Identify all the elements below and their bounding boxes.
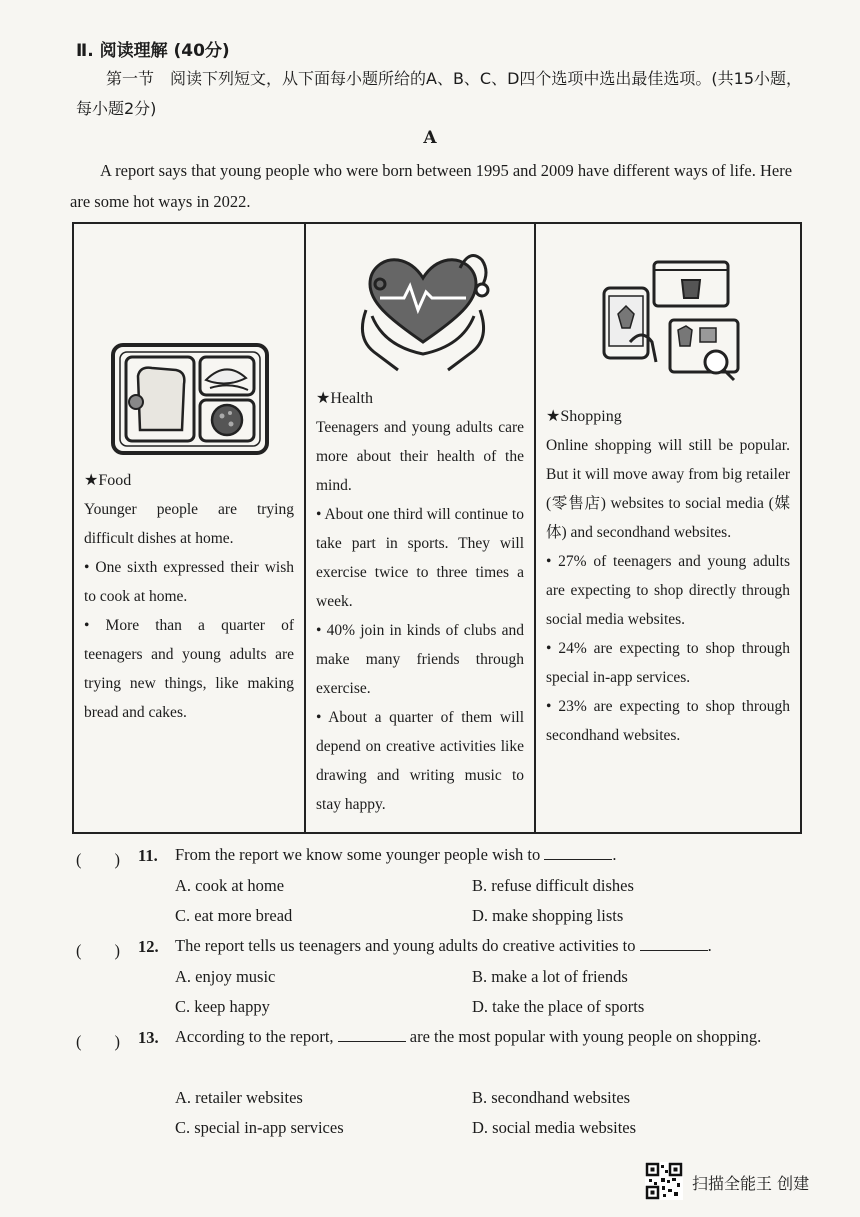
answer-paren[interactable]: ( ) bbox=[76, 941, 120, 960]
option-a[interactable]: A. retailer websites bbox=[175, 1088, 303, 1107]
option-a[interactable]: A. cook at home bbox=[175, 876, 285, 895]
question-number: 13. bbox=[138, 1028, 159, 1047]
answer-paren[interactable]: ( ) bbox=[76, 850, 120, 869]
option-a[interactable]: A. enjoy music bbox=[175, 967, 276, 986]
shopping-line: • 23% are expecting to shop through secondhand websites. bbox=[546, 698, 790, 744]
health-heading: ★Health bbox=[316, 390, 373, 407]
health-line: Teenagers and young adults care more about their health of the mind. bbox=[316, 419, 524, 494]
shopping-column bbox=[536, 224, 800, 832]
stem-after: are the most popular with young people on shopping. bbox=[409, 1027, 762, 1046]
option-b[interactable]: B. refuse difficult dishes bbox=[472, 876, 634, 895]
health-line: • About one third will continue to take part in sports. They will exercise twice to three times a week. bbox=[316, 506, 524, 610]
question-stem bbox=[175, 840, 805, 870]
shopping-line: Online shopping will still be popular. But it will move away from big retailer (零售店) websites to social media (媒体) and secondhand websites. bbox=[546, 437, 790, 541]
lunchbox-icon bbox=[110, 342, 270, 456]
stem-after: . bbox=[612, 845, 617, 864]
option-b[interactable]: B. make a lot of friends bbox=[472, 967, 628, 986]
question-stem bbox=[175, 1022, 805, 1052]
food-line: Younger people are trying difficult dishes at home. bbox=[84, 501, 294, 547]
passage-label: A bbox=[423, 128, 437, 148]
option-c[interactable]: C. special in-app services bbox=[175, 1118, 344, 1137]
food-heading: ★Food bbox=[84, 472, 132, 489]
option-c[interactable]: C. keep happy bbox=[175, 997, 270, 1016]
food-line: • More than a quarter of teenagers and young adults are trying new things, like making bread and cakes. bbox=[84, 617, 294, 721]
stem-after: . bbox=[707, 936, 712, 955]
question-stem bbox=[175, 931, 805, 961]
scanner-watermark bbox=[645, 1162, 845, 1200]
food-column bbox=[74, 224, 306, 832]
health-line: • About a quarter of them will depend on creative activities like drawing and writing music to stay happy. bbox=[316, 709, 524, 813]
shopping-line: • 24% are expecting to shop through special in-app services. bbox=[546, 640, 790, 686]
health-line: • 40% join in kinds of clubs and make many friends through exercise. bbox=[316, 622, 524, 697]
option-d[interactable]: D. take the place of sports bbox=[472, 997, 645, 1016]
health-column bbox=[306, 224, 536, 832]
section-instruction: 第一节 阅读下列短文，从下面每小题所给的A、B、C、D四个选项中选出最佳选项。(共15小题，每小题2分) bbox=[76, 69, 803, 118]
question-number: 12. bbox=[138, 937, 159, 956]
question-number: 11. bbox=[138, 846, 158, 865]
stem-before: According to the report, bbox=[175, 1027, 334, 1046]
stem-before: From the report we know some younger people wish to bbox=[175, 845, 541, 864]
option-b[interactable]: B. secondhand websites bbox=[472, 1088, 631, 1107]
shopping-heading: ★Shopping bbox=[546, 408, 622, 425]
passage-intro: A report says that young people who were born between 1995 and 2009 have different ways of life. Here are some hot ways in 2022. bbox=[70, 161, 793, 211]
shopping-line: • 27% of teenagers and young adults are expecting to shop directly through social media websites. bbox=[546, 553, 790, 628]
info-table bbox=[72, 222, 802, 834]
option-c[interactable]: C. eat more bread bbox=[175, 906, 293, 925]
answer-blank bbox=[640, 934, 708, 951]
heart-stethoscope-icon bbox=[348, 246, 498, 376]
food-line: • One sixth expressed their wish to cook at home. bbox=[84, 559, 294, 605]
option-d[interactable]: D. make shopping lists bbox=[472, 906, 624, 925]
section-title: Ⅱ. 阅读理解 (40分) bbox=[76, 41, 230, 61]
watermark-text: 扫描全能王 创建 bbox=[692, 1174, 810, 1193]
answer-blank bbox=[544, 843, 612, 860]
option-d[interactable]: D. social media websites bbox=[472, 1118, 637, 1137]
online-shopping-icon bbox=[596, 258, 744, 388]
answer-paren[interactable]: ( ) bbox=[76, 1032, 120, 1051]
qr-code-icon bbox=[645, 1162, 683, 1200]
stem-before: The report tells us teenagers and young adults do creative activities to bbox=[175, 936, 636, 955]
answer-blank bbox=[338, 1025, 406, 1042]
